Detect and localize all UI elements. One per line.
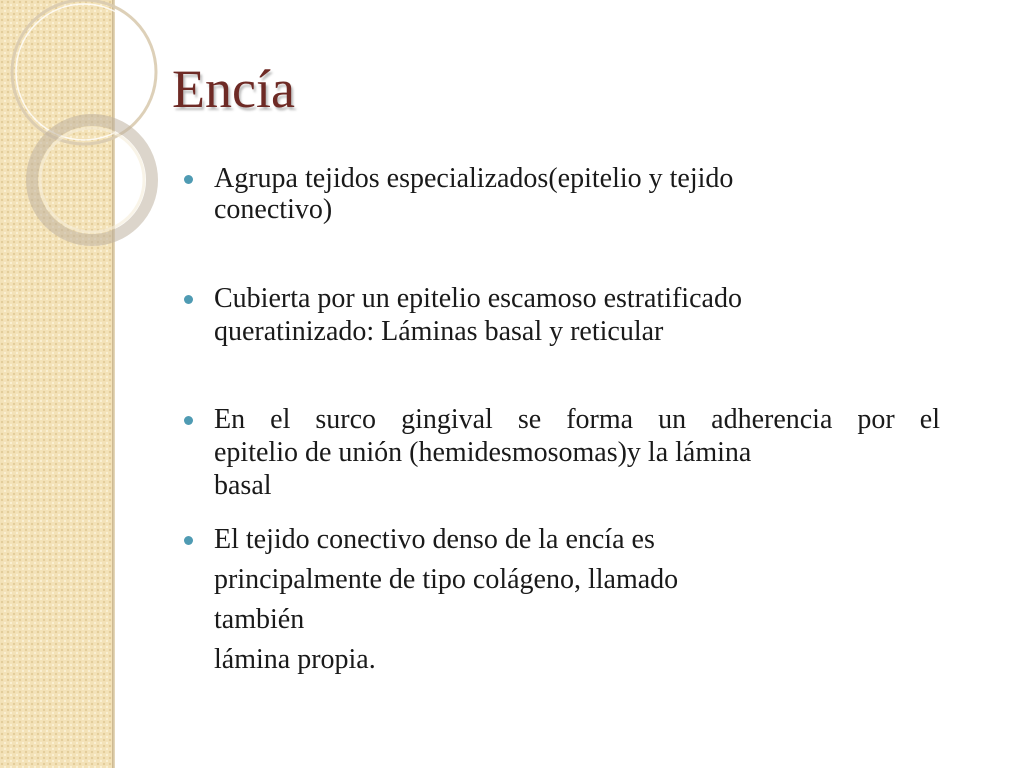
slide-title: Encía xyxy=(172,59,295,119)
bullet-3-line-2: epitelio de unión (hemidesmosomas)y la lámina xyxy=(214,437,752,468)
bullet-4-line-3: también xyxy=(214,604,305,635)
bullet-item-tejido-conectivo xyxy=(180,520,960,680)
bullet-3-line-1: En el surco gingival se forma un adherencia por el xyxy=(214,404,940,435)
bullet-2-line-1: Cubierta por un epitelio escamoso estratificado xyxy=(214,283,742,314)
bullet-item-surco xyxy=(180,403,960,502)
bullet-item-agrupa xyxy=(180,163,960,225)
bullet-3-line-3: basal xyxy=(214,470,272,501)
bullet-2-line-2: queratinizado: Láminas basal y reticular xyxy=(214,316,664,347)
bullet-1-line-2: conectivo) xyxy=(214,194,333,225)
bullet-dot-icon xyxy=(184,536,193,545)
bullet-dot-icon xyxy=(184,295,193,304)
decorative-ring-lower xyxy=(32,120,152,240)
decorative-rings-graphic xyxy=(0,0,160,260)
bullet-4-line-2: principalmente de tipo colágeno, llamado xyxy=(214,564,679,595)
bullet-dot-icon xyxy=(184,175,193,184)
bullet-4-line-4: lámina propia. xyxy=(214,644,376,675)
bullet-1-line-1: Agrupa tejidos especializados(epitelio y tejido xyxy=(214,163,734,194)
bullet-dot-icon xyxy=(184,416,193,425)
bullet-item-cubierta xyxy=(180,282,960,348)
bullet-list xyxy=(180,163,960,680)
bullet-4-line-1: El tejido conectivo denso de la encía es xyxy=(214,524,655,555)
